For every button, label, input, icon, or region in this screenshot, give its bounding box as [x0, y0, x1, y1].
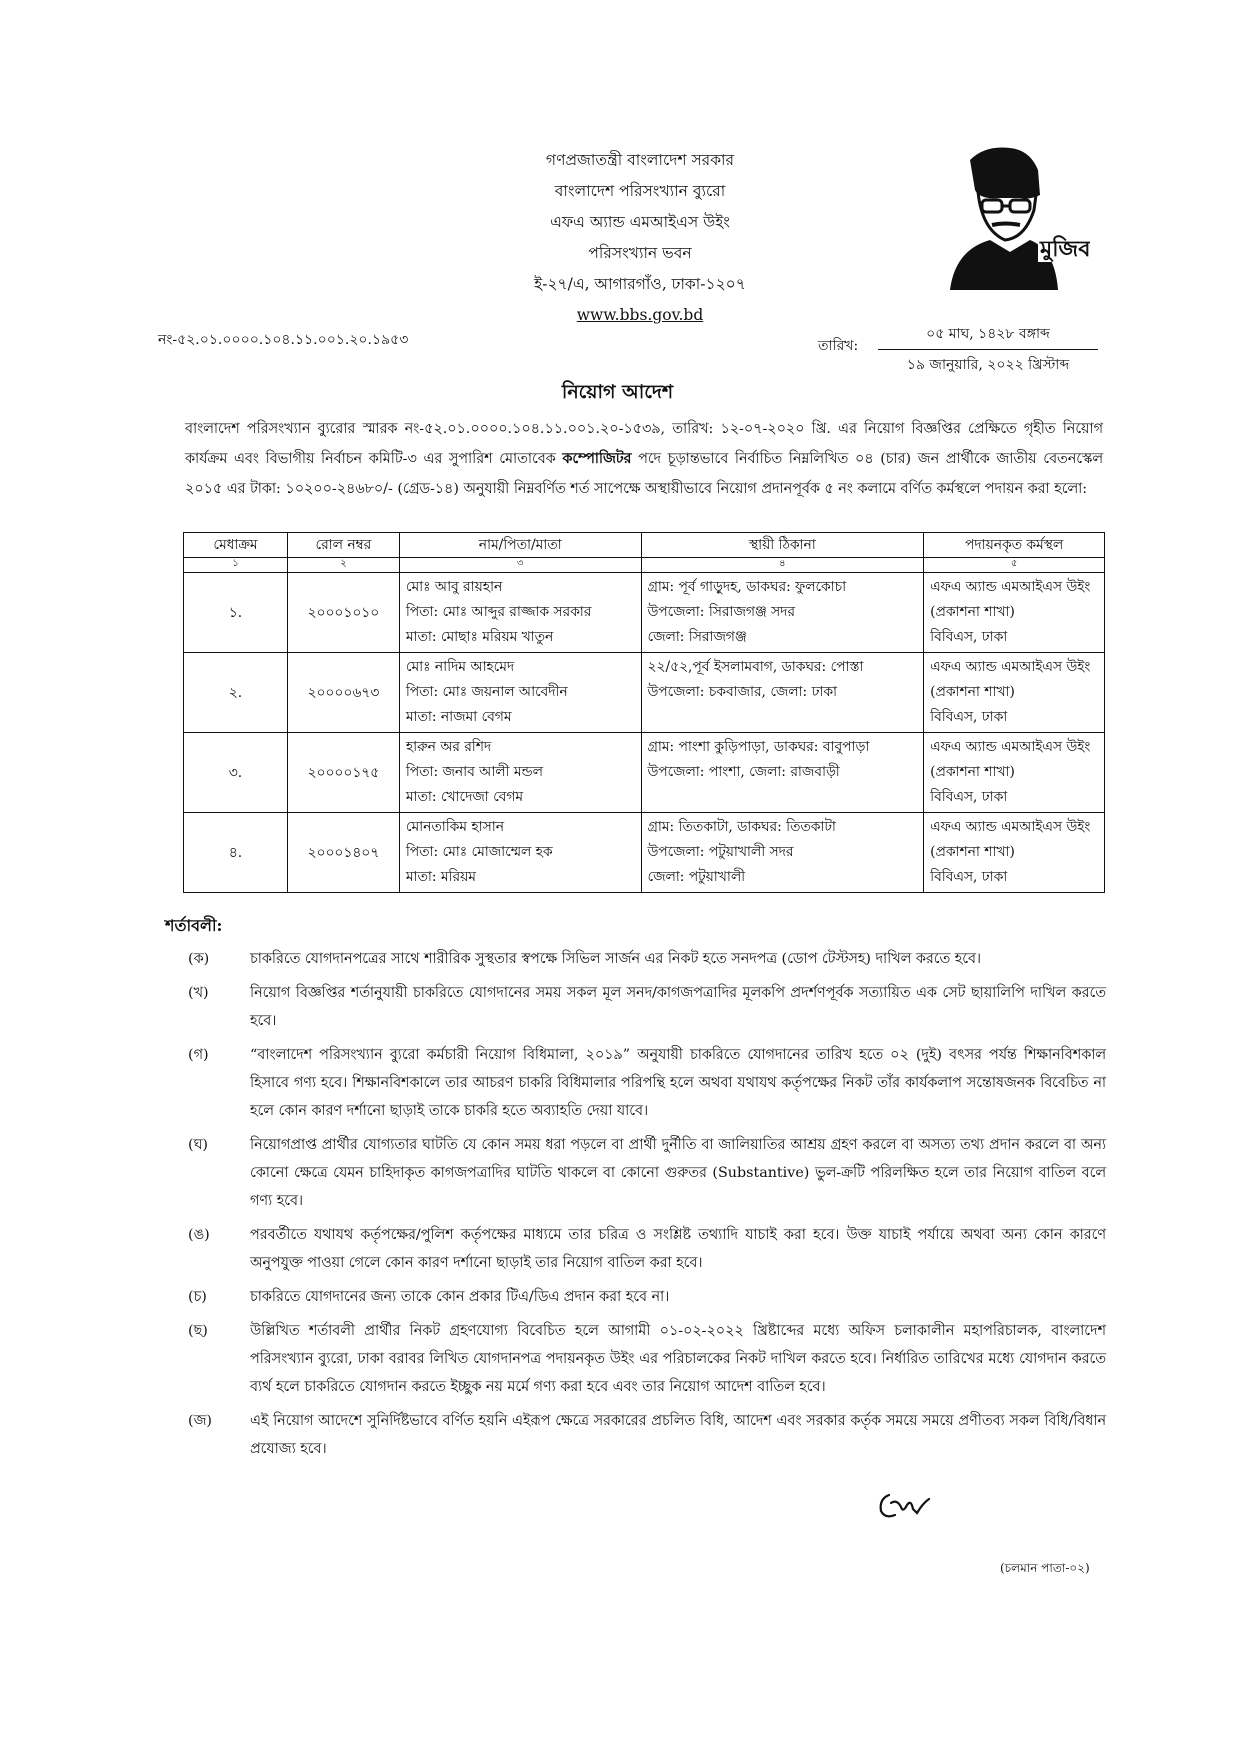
- date-block: [878, 322, 1098, 377]
- posting-line: এফএ অ্যান্ড এমআইএস উইং: [930, 819, 1091, 835]
- header-roll: রোল নম্বর: [287, 533, 399, 558]
- header-merit: মেধাক্রম: [184, 533, 288, 558]
- cell-serial: ৪.: [184, 813, 288, 893]
- posting-line: এফএ অ্যান্ড এমআইএস উইং: [930, 579, 1091, 595]
- posting-line: এফএ অ্যান্ড এমআইএস উইং: [930, 739, 1091, 755]
- condition-label: (গ): [188, 1047, 209, 1063]
- header-name: নাম/পিতা/মাতা: [399, 533, 641, 558]
- header-posting: পদায়নকৃত কর্মস্থল: [924, 533, 1105, 558]
- intro-paragraph: [185, 414, 1103, 504]
- posting-line: (প্রকাশনা শাখা): [930, 764, 1015, 780]
- condition-item: [188, 1283, 1106, 1311]
- signature-icon: [875, 1485, 935, 1525]
- table-row: [184, 733, 1105, 813]
- condition-label: (চ): [188, 1289, 207, 1305]
- candidate-name: মোঃ নাদিম আহমেদ: [405, 659, 515, 675]
- address-line: ২২/৫২,পূর্ব ইসলামবাগ, ডাকঘর: পোস্তা: [647, 659, 864, 675]
- memo-number: নং-৫২.০১.০০০০.১০৪.১১.০০১.২০.১৯৫৩: [158, 332, 409, 348]
- cell-serial: ১.: [184, 573, 288, 653]
- condition-item: [188, 1041, 1106, 1125]
- posting-line: বিবিএস, ঢাকা: [930, 869, 1008, 885]
- condition-label: (জ): [188, 1413, 212, 1429]
- condition-text: নিয়োগপ্রাপ্ত প্রার্থীর যোগ্যতার ঘাটতি যে কোন সময় ধরা পড়লে বা প্রার্থী দুর্নীতি বা জালিয়াতির আশ্রয় গ্রহণ করলে বা অসত্য তথ্য প্রদান করলে বা অন্য কোনো ক্ষেত্রে যেমন চাহিদাকৃত কাগজপত্রাদির ঘাটতি থাকলে বা কোনো গুরুতর (Substantive) ভুল-ক্রটি পরিলক্ষিত হলে তার নিয়োগ বাতিল বলে গণ্য হবে।: [250, 1137, 1106, 1209]
- cell-address: [641, 653, 924, 733]
- candidate-name: মোঃ আবু রায়হান: [405, 579, 503, 595]
- letterhead-line-bureau: বাংলাদেশ পরিসংখ্যান ব্যুরো: [554, 182, 726, 200]
- cell-posting: [924, 573, 1105, 653]
- column-number: ৫: [924, 558, 1105, 573]
- cell-roll: ২০০০১০১০: [287, 573, 399, 653]
- date-label: তারিখ:: [818, 338, 859, 354]
- cell-name: [399, 653, 641, 733]
- address-line: উপজেলা: চকবাজার, জেলা: ঢাকা: [647, 684, 838, 700]
- condition-text: এই নিয়োগ আদেশে সুনির্দিষ্টভাবে বর্ণিত হয়নি এইরূপ ক্ষেত্রে সরকারের প্রচলিত বিধি, আদেশ এবং সরকার কর্তৃক সময়ে সময়ে প্রণীতব্য সকল বিধি/বিধান প্রযোজ্য হবে।: [250, 1413, 1106, 1457]
- column-number: ৩: [399, 558, 641, 573]
- address-line: উপজেলা: পাংশা, জেলা: রাজবাড়ী: [647, 764, 840, 780]
- posting-line: এফএ অ্যান্ড এমআইএস উইং: [930, 659, 1091, 675]
- condition-text: নিয়োগ বিজ্ঞপ্তির শর্তানুযায়ী চাকরিতে যোগদানের সময় সকল মূল সনদ/কাগজপত্রাদির মূলকপি প্রদর্শণপূর্বক সত্যায়িত এক সেট ছায়ালিপি দাখিল করতে হবে।: [250, 985, 1106, 1029]
- address-line: জেলা: পটুয়াখালী: [647, 869, 746, 885]
- cell-posting: [924, 733, 1105, 813]
- table-row: [184, 573, 1105, 653]
- address-line: উপজেলা: পটুয়াখালী সদর: [647, 844, 794, 860]
- mother-name: মাতা: মরিয়ম: [405, 869, 476, 885]
- father-name: পিতা: মোঃ মোজাম্মেল হক: [405, 844, 553, 860]
- mother-name: মাতা: নাজমা বেগম: [405, 709, 512, 725]
- cell-name: [399, 573, 641, 653]
- letterhead-line-building: পরিসংখ্যান ভবন: [588, 244, 692, 262]
- appointment-table: [183, 532, 1105, 893]
- cell-address: [641, 813, 924, 893]
- address-line: জেলা: সিরাজগঞ্জ: [647, 629, 747, 645]
- header-address: স্থায়ী ঠিকানা: [641, 533, 924, 558]
- candidate-name: মোনতাকিম হাসান: [405, 819, 504, 835]
- condition-item: [188, 1131, 1106, 1215]
- posting-line: বিবিএস, ঢাকা: [930, 629, 1008, 645]
- date-english: ১৯ জানুয়ারি, ২০২২ খ্রিস্টাব্দ: [906, 357, 1070, 373]
- intro-text-1: বাংলাদেশ পরিসংখ্যান ব্যুরোর স্মারক নং-৫২.০১.০০০০.১০৪.১১.০০১.২০-১৫৩৯, তারিখ: ১২-০৭-২০২০ খ্রি. এর নিয়োগ বিজ্ঞপ্তির প্রেক্ষিতে গৃহীত নিয়োগ কার্যক্রম এবং বিভাগীয় নির্বাচন কমিটি-৩ এর সুপারিশ মোতাবেক: [185, 421, 1103, 467]
- cell-posting: [924, 813, 1105, 893]
- svg-text:মুজিব: মুজিব: [1040, 237, 1090, 262]
- cell-serial: ২.: [184, 653, 288, 733]
- father-name: পিতা: জনাব আলী মন্ডল: [405, 764, 543, 780]
- condition-text: চাকরিতে যোগদানপত্রের সাথে শারীরিক সুস্থতার স্বপক্ষে সিভিল সার্জন এর নিকট হতে সনদপত্র (ডোপ টেস্টসহ) দাখিল করতে হবে।: [250, 951, 982, 967]
- condition-text: চাকরিতে যোগদানের জন্য তাকে কোন প্রকার টিএ/ডিএ প্রদান করা হবে না।: [250, 1289, 670, 1305]
- cell-roll: ২০০০০১৭৫: [287, 733, 399, 813]
- posting-line: (প্রকাশনা শাখা): [930, 684, 1015, 700]
- condition-item: [188, 979, 1106, 1035]
- address-line: গ্রাম: পূর্ব গাড়ুদহ, ডাকঘর: ফুলকোচা: [647, 579, 847, 595]
- posting-line: বিবিএস, ঢাকা: [930, 709, 1008, 725]
- letterhead-line-government: গণপ্রজাতন্ত্রী বাংলাদেশ সরকার: [545, 151, 735, 169]
- conditions-list: [188, 945, 1106, 1469]
- intro-text-2: পদে চূড়ান্তভাবে নির্বাচিত নিম্নলিখিত ০৪ (চার) জন প্রার্থীকে জাতীয় বেতনস্কেল ২০১৫ এর টাকা: ১০২০০-২৪৬৮০/- (গ্রেড-১৪) অনুযায়ী নিম্নবর্ণিত শর্ত সাপেক্ষে অস্থায়ীভাবে নিয়োগ প্রদানপূর্বক ৫ নং কলামে বর্ণিত কর্মস্থলে পদায়ন করা হলো:: [185, 451, 1103, 497]
- posting-line: বিবিএস, ঢাকা: [930, 789, 1008, 805]
- father-name: পিতা: মোঃ আব্দুর রাজ্জাক সরকার: [405, 604, 592, 620]
- posting-line: (প্রকাশনা শাখা): [930, 604, 1015, 620]
- condition-item: [188, 1407, 1106, 1463]
- conditions-title: শর্তাবলী:: [165, 916, 223, 935]
- condition-text: উল্লিখিত শর্তাবলী প্রার্থীর নিকট গ্রহণযোগ্য বিবেচিত হলে আগামী ০১-০২-২০২২ খ্রিষ্টাব্দের মধ্যে অফিস চলাকালীন মহাপরিচালক, বাংলাদেশ পরিসংখ্যান ব্যুরো, ঢাকা বরাবর লিখিত যোগদানপত্র পদায়নকৃত উইং এর পরিচালকের নিকট দাখিল করতে হবে। নির্ধারিত তারিখের মধ্যে যোগদান করতে ব্যর্থ হলে চাকরিতে যোগদান করতে ইচ্ছুক নয় মর্মে গণ্য করা হবে এবং তার নিয়োগ আদেশ বাতিল হবে।: [250, 1323, 1106, 1395]
- condition-label: (ছ): [188, 1323, 208, 1339]
- condition-text: পরবর্তীতে যথাযথ কর্তৃপক্ষের/পুলিশ কর্তৃপক্ষের মাধ্যমে তার চরিত্র ও সংশ্লিষ্ট তথ্যাদি যাচাই করা হবে। উক্ত যাচাই পর্যায়ে অথবা অন্য কোন কারণে অনুপযুক্ত পাওয়া গেলে কোন কারণ দর্শানো ছাড়াই তার নিয়োগ বাতিল করা হবে।: [250, 1227, 1107, 1271]
- condition-item: [188, 1317, 1106, 1401]
- address-line: গ্রাম: তিতকাটা, ডাকঘর: তিতকাটা: [647, 819, 836, 835]
- table-header-row: [184, 533, 1105, 558]
- candidate-name: হারুন অর রশিদ: [405, 739, 492, 755]
- condition-label: (ক): [188, 951, 210, 967]
- cell-posting: [924, 653, 1105, 733]
- cell-roll: ২০০০০৬৭৩: [287, 653, 399, 733]
- mother-name: মাতা: খোদেজা বেগম: [405, 789, 524, 805]
- condition-item: [188, 1221, 1106, 1277]
- table-row: [184, 653, 1105, 733]
- condition-label: (খ): [188, 985, 209, 1001]
- post-name: কম্পোজিটর: [562, 451, 632, 467]
- letterhead: [380, 145, 900, 331]
- condition-label: (ঘ): [188, 1137, 208, 1153]
- letterhead-line-address: ই-২৭/এ, আগারগাঁও, ঢাকা-১২০৭: [534, 275, 746, 293]
- condition-item: [188, 945, 1106, 973]
- cell-address: [641, 733, 924, 813]
- condition-label: (ঙ): [188, 1227, 210, 1243]
- date-bangla: ০৫ মাঘ, ১৪২৮ বঙ্গাব্দ: [878, 322, 1098, 350]
- website-link[interactable]: www.bbs.gov.bd: [576, 306, 704, 324]
- column-number-row: [184, 558, 1105, 573]
- column-number: ২: [287, 558, 399, 573]
- mother-name: মাতা: মোছাঃ মরিয়ম খাতুন: [405, 629, 554, 645]
- cell-address: [641, 573, 924, 653]
- table-row: [184, 813, 1105, 893]
- memo-row: [158, 322, 1118, 382]
- letterhead-line-wing: এফএ অ্যান্ড এমআইএস উইং: [550, 213, 730, 231]
- address-line: গ্রাম: পাংশা কুড়িপাড়া, ডাকঘর: বাবুপাড়া: [647, 739, 870, 755]
- cell-name: [399, 813, 641, 893]
- cell-serial: ৩.: [184, 733, 288, 813]
- posting-line: (প্রকাশনা শাখা): [930, 844, 1015, 860]
- address-line: উপজেলা: সিরাজগঞ্জ সদর: [647, 604, 796, 620]
- mujib-logo-icon: [930, 140, 1090, 300]
- condition-text: “বাংলাদেশ পরিসংখ্যান ব্যুরো কর্মচারী নিয়োগ বিধিমালা, ২০১৯” অনুযায়ী চাকরিতে যোগদানের তারিখ হতে ০২ (দুই) বৎসর পর্যন্ত শিক্ষানবিশকাল হিসাবে গণ্য হবে। শিক্ষানবিশকালে তার আচরণ চাকরি বিধিমালার পরিপন্থি হলে অথবা যথাযথ কর্তৃপক্ষের নিকট তাঁর কার্যকলাপ সন্তোষজনক বিবেচিত না হলে কোন কারণ দর্শানো ছাড়াই তাকে চাকরি হতে অব্যাহতি দেয়া যাবে।: [250, 1047, 1106, 1119]
- cell-roll: ২০০০১৪০৭: [287, 813, 399, 893]
- cell-name: [399, 733, 641, 813]
- father-name: পিতা: মোঃ জয়নাল আবেদীন: [405, 684, 568, 700]
- continuation-note: (চলমান পাতা-০২): [1000, 1561, 1090, 1575]
- document-title: নিয়োগ আদেশ: [561, 381, 674, 403]
- column-number: ১: [184, 558, 288, 573]
- column-number: ৪: [641, 558, 924, 573]
